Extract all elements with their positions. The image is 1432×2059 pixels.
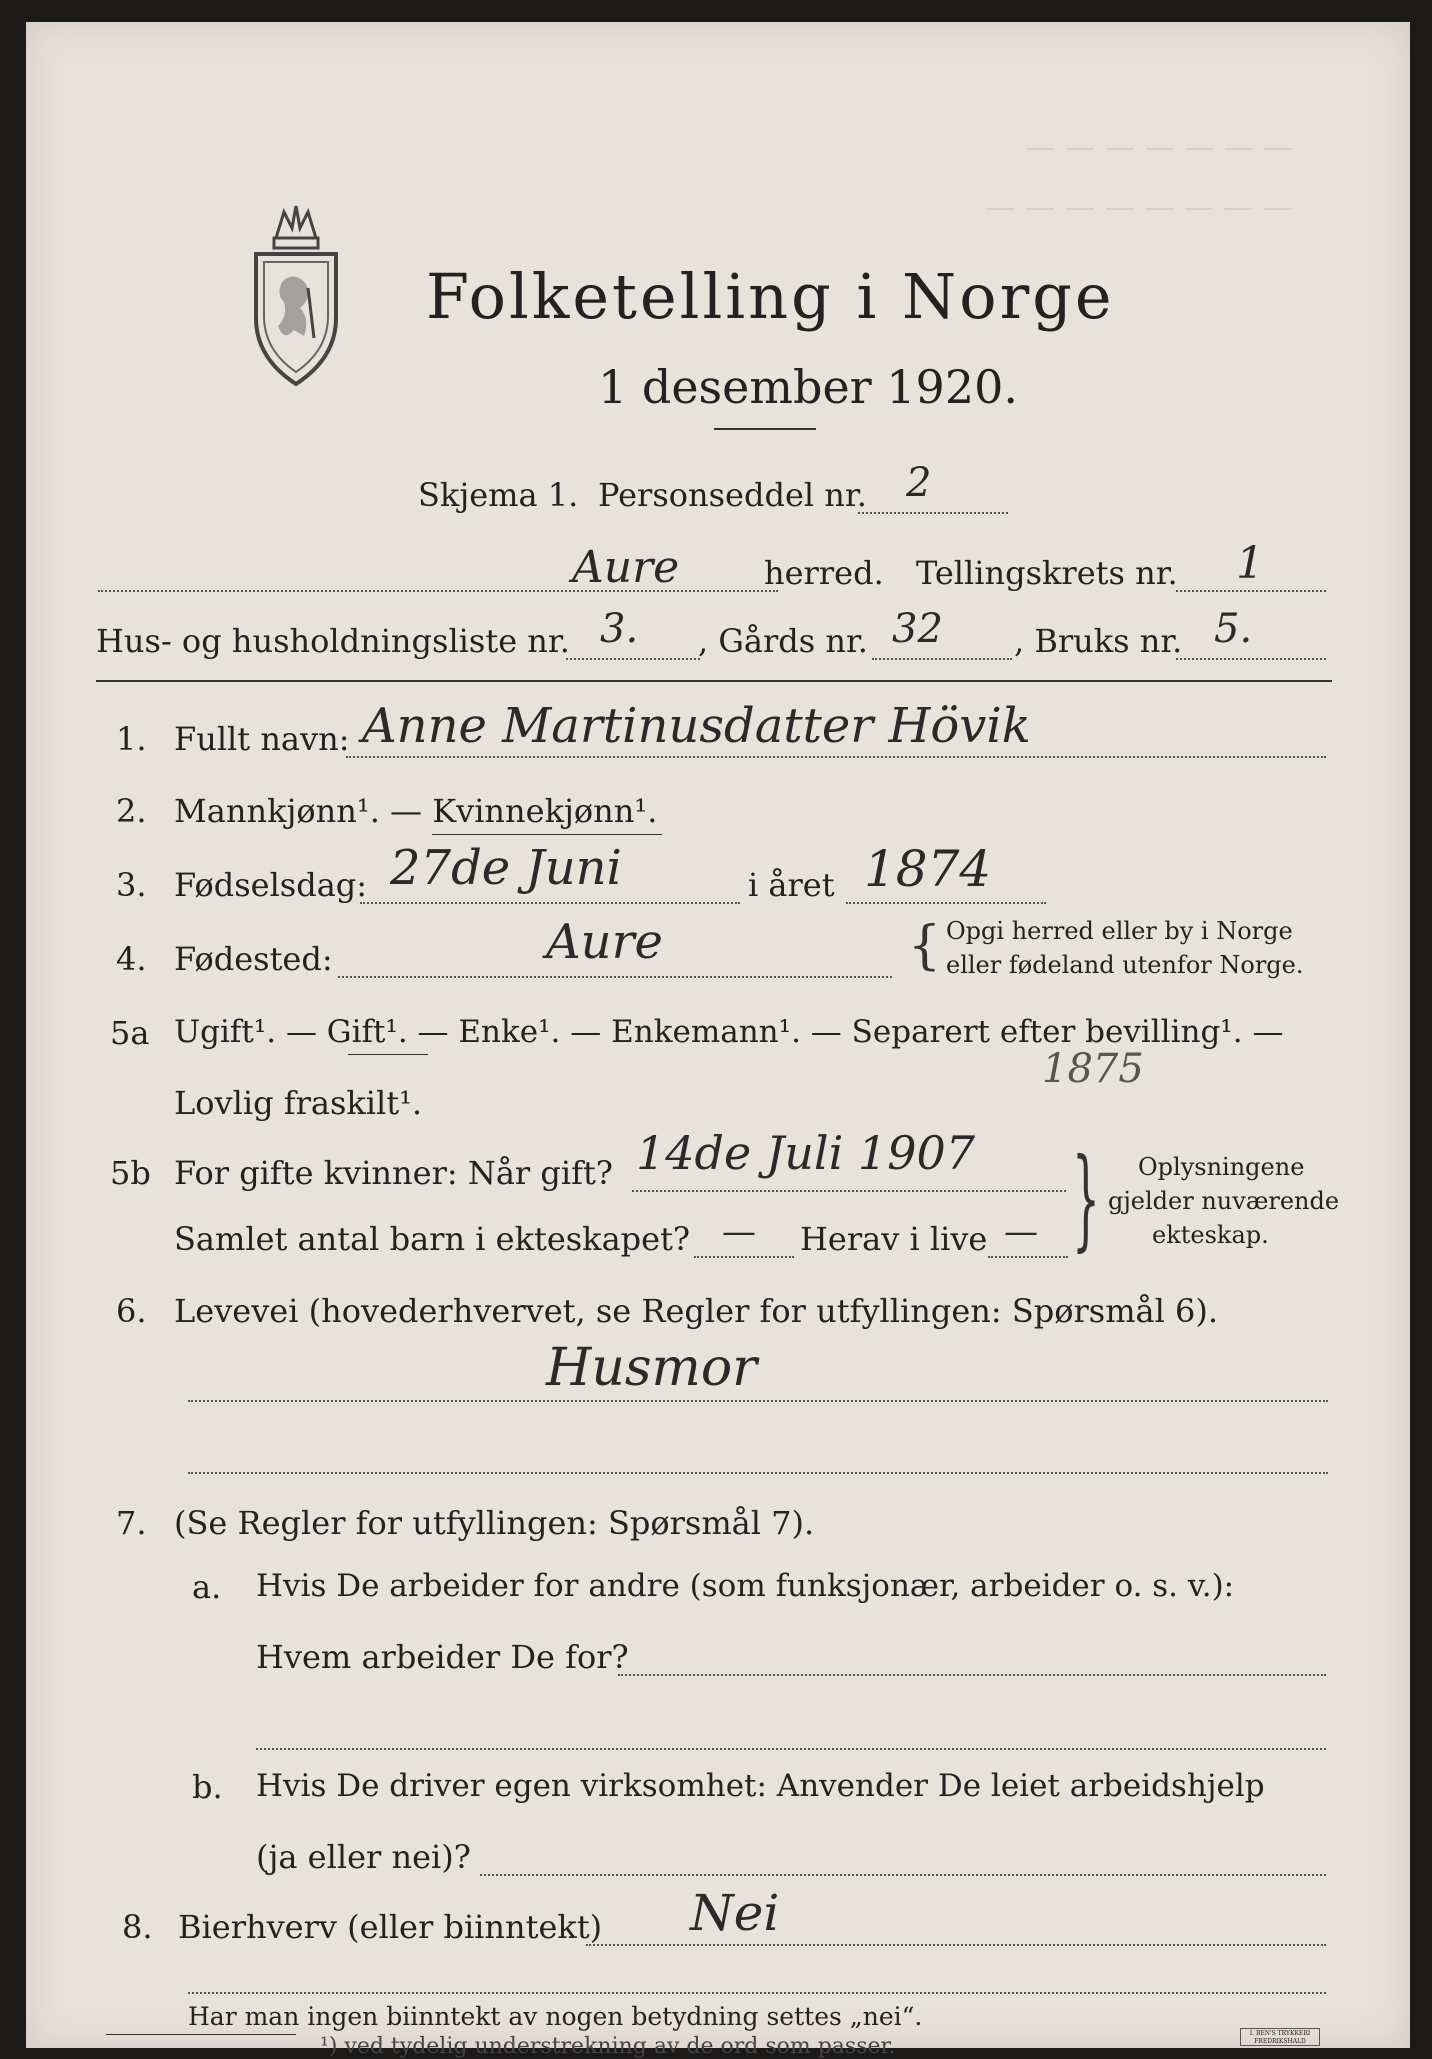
personseddel-line (858, 512, 1008, 514)
herred-value: Aure (572, 542, 680, 593)
tellingskrets-label: Tellingskrets nr. (916, 554, 1178, 592)
q5a-annotation: 1875 (1042, 1046, 1144, 1092)
personseddel-label: Personseddel nr. (598, 476, 867, 514)
hus-value: 3. (600, 606, 639, 652)
q7a-line1 (618, 1674, 1326, 1676)
q4-line (338, 976, 892, 978)
tellingskrets-line (1176, 590, 1326, 592)
full-name-value: Anne Martinusdatter Hövik (362, 698, 1031, 754)
q5a-number: 5a (110, 1014, 150, 1052)
census-date: 1 desember 1920. (598, 360, 1018, 414)
married-date-value: 14de Juli 1907 (636, 1126, 976, 1180)
footnote-divider (106, 2034, 296, 2035)
q8-number: 8. (122, 1908, 153, 1946)
tellingskrets-value: 1 (1236, 538, 1264, 589)
q7a-question: Hvem arbeider De for? (256, 1638, 629, 1676)
q6-line1 (188, 1400, 1328, 1402)
occupation-value: Husmor (546, 1338, 757, 1398)
hus-line (566, 658, 700, 660)
q1-label: Fullt navn: (174, 720, 350, 758)
q4-note-line2: eller fødeland utenfor Norge. (946, 951, 1304, 979)
footer-note: Har man ingen biinntekt av nogen betydning settes „nei“. (188, 2002, 923, 2031)
q5b-note-line1: Oplysningene (1138, 1153, 1305, 1181)
q5b-brace: } (1072, 1134, 1100, 1262)
kvinnekjonn-underline (432, 834, 662, 835)
census-form-page (26, 22, 1410, 2059)
q8-line (586, 1944, 1326, 1946)
q7b-line (480, 1874, 1326, 1876)
q3-label: Fødselsdag: (174, 866, 368, 904)
birth-day-value: 27de Juni (390, 840, 622, 896)
q5b-alive-line (988, 1256, 1068, 1258)
q5b-number: 5b (110, 1154, 151, 1192)
q7a-text: Hvis De arbeider for andre (som funksjonær, arbeider o. s. v.): (256, 1568, 1235, 1604)
printer-stamp: I. BEN'S TRYKKERI FREDRIKSHALD (1240, 2028, 1320, 2046)
bleed-through-text: — — — — — — — — (986, 190, 1293, 225)
herred-label: herred. (764, 554, 884, 592)
q6-number: 6. (116, 1292, 147, 1330)
q4-number: 4. (116, 940, 147, 978)
q3-year-line (846, 902, 1046, 904)
q7b-letter: b. (192, 1768, 223, 1806)
bruks-line (1176, 658, 1326, 660)
q6-label: Levevei (hovederhvervet, se Regler for utfyllingen: Spørsmål 6). (174, 1292, 1219, 1330)
q8-line2 (188, 1992, 1326, 1994)
children-value: — (722, 1212, 756, 1252)
q5b-note-line2: gjelder nuværende (1108, 1187, 1340, 1215)
q5b-note-line3: ekteskap. (1152, 1221, 1269, 1249)
q7-label: (Se Regler for utfyllingen: Spørsmål 7). (174, 1504, 815, 1542)
q5a-line1: Ugift¹. — Gift¹. — Enke¹. — Enkemann¹. — Separert efter bevilling¹. — (174, 1014, 1284, 1050)
q5a-line2: Lovlig fraskilt¹. (174, 1084, 423, 1122)
bruks-label: , Bruks nr. (1014, 622, 1183, 660)
secondary-income-value: Nei (690, 1884, 780, 1942)
q8-label: Bierhverv (eller biinntekt) (178, 1908, 603, 1946)
alive-value: — (1004, 1212, 1038, 1252)
q5b-alive-label: Herav i live (800, 1220, 988, 1258)
q4-note-line1: Opgi herred eller by i Norge (946, 917, 1293, 945)
q1-line (346, 756, 1326, 758)
norwegian-coat-of-arms-icon (248, 198, 344, 388)
q5b-label2: Samlet antal barn i ekteskapet? (174, 1220, 691, 1258)
q1-number: 1. (116, 720, 147, 758)
q5b-label1: For gifte kvinner: Når gift? (174, 1154, 613, 1192)
q5b-married-line (632, 1190, 1066, 1192)
q3-year-label: i året (748, 866, 835, 904)
q3-number: 3. (116, 866, 147, 904)
bruks-value: 5. (1214, 606, 1253, 652)
gards-value: 32 (892, 606, 943, 652)
q7a-letter: a. (192, 1568, 222, 1606)
q7-number: 7. (116, 1504, 147, 1542)
hus-label: Hus- og husholdningsliste nr. (96, 622, 570, 660)
q4-brace: { (908, 916, 942, 976)
q6-line2 (188, 1472, 1328, 1474)
q7b-question: (ja eller nei)? (256, 1838, 471, 1876)
q2-number: 2. (116, 792, 147, 830)
q7b-text: Hvis De driver egen virksomhet: Anvender De leiet arbeidshjelp (256, 1768, 1265, 1804)
gards-label: , Gårds nr. (698, 622, 868, 660)
birth-year-value: 1874 (864, 840, 992, 898)
footnote-text: ¹) ved tydelig understrekning av de ord som passer. (320, 2034, 896, 2059)
header-separator (96, 680, 1332, 682)
gift-underline (348, 1054, 428, 1055)
title-divider (714, 428, 816, 430)
personseddel-value: 2 (906, 460, 932, 506)
q4-label: Fødested: (174, 940, 333, 978)
form-title: Folketelling i Norge (426, 260, 1115, 333)
bleed-through-text: — — — — — — — (1026, 130, 1294, 165)
birthplace-value: Aure (546, 914, 663, 970)
q3-day-line (360, 902, 740, 904)
q2-label: Mannkjønn¹. — Kvinnekjønn¹. (174, 792, 658, 830)
q5b-children-line (694, 1256, 794, 1258)
skjema-label: Skjema 1. (418, 476, 579, 514)
q7a-line2 (256, 1748, 1326, 1750)
gards-line (872, 658, 1012, 660)
